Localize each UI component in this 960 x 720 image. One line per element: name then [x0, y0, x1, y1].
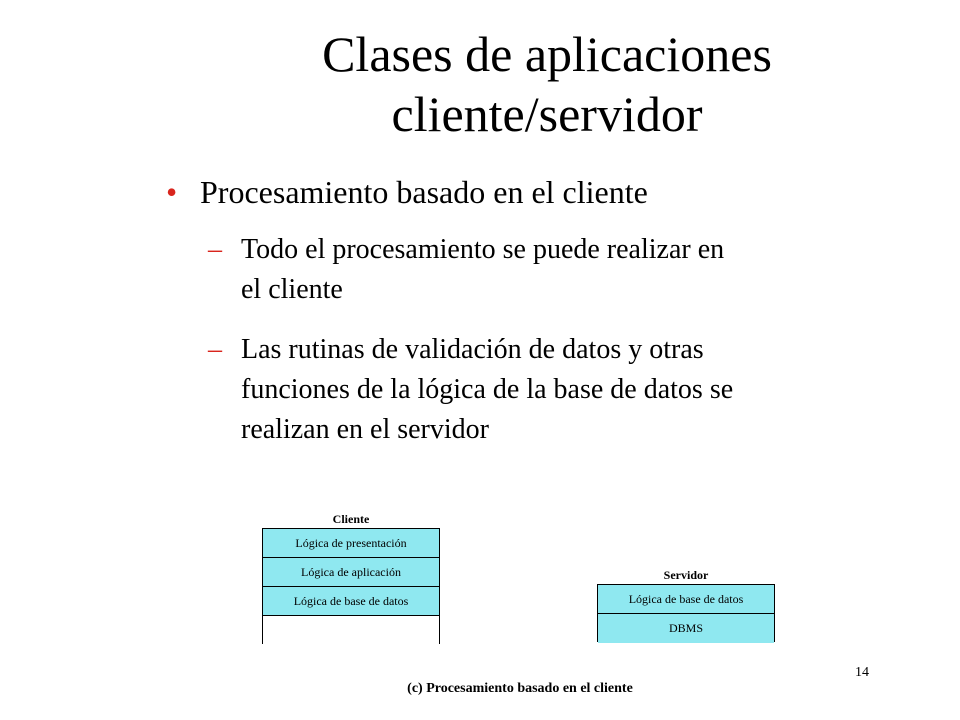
server-layer-dbms: DBMS [598, 614, 774, 643]
bullet-marker: • [166, 174, 178, 210]
client-stack [262, 528, 440, 644]
server-stack [597, 584, 775, 642]
server-caption: Servidor [663, 568, 709, 582]
subbullet-1 [208, 230, 908, 310]
client-layer-application: Lógica de aplicación [263, 558, 439, 587]
client-layer-presentation: Lógica de presentación [263, 529, 439, 558]
client-caption: Cliente [332, 512, 370, 526]
slide-title-line2: cliente/servidor [391, 86, 703, 142]
slide-title [0, 24, 960, 144]
subbullet-2 [208, 330, 908, 450]
subbullet-2-text: Las rutinas de validación de datos y otras funciones de la lógica de la base de datos se realizan en el servidor [241, 334, 734, 445]
subbullet-1-text: Todo el procesamiento se puede realizar en el cliente [241, 234, 725, 305]
dash-marker: – [208, 334, 222, 365]
dash-marker: – [208, 234, 222, 265]
server-layer-database-logic: Lógica de base de datos [598, 585, 774, 614]
page-number: 14 [855, 665, 869, 680]
client-layer-empty [263, 616, 439, 645]
slide-title-line1: Clases de aplicaciones [322, 26, 772, 82]
client-layer-database-logic: Lógica de base de datos [263, 587, 439, 616]
main-bullet: Procesamiento basado en el cliente [200, 174, 648, 210]
figure-caption: (c) Procesamiento basado en el cliente [407, 681, 633, 696]
